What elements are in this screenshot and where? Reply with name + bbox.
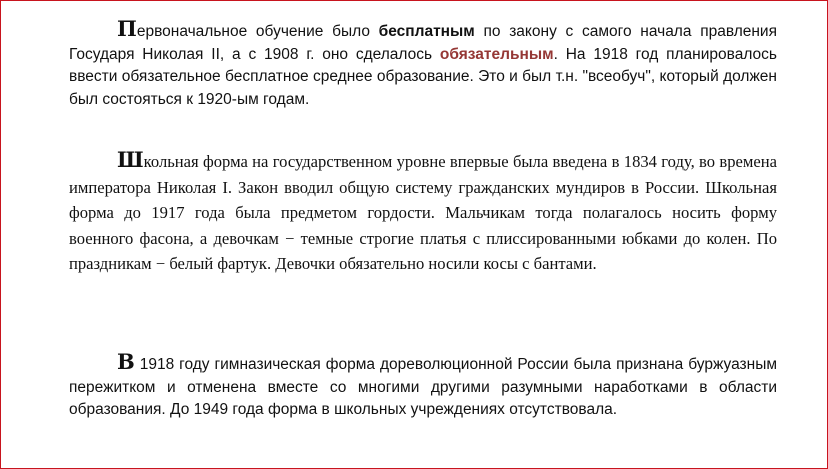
highlighted-term-mandatory: обязательным — [439, 45, 554, 63]
paragraph-text: . На 1918 год планировалось ввести обязательное бесплатное среднее образование. Это и был т.н. "всеобуч", который должен был состояться к 1920-ым годам. — [69, 45, 777, 108]
paragraph-uniform-abolished — [69, 351, 777, 422]
paragraph-text: 1918 году гимназическая форма дореволюционной России была признана буржуазным пережитком и отменена вместе со многими другими разумными наработками в области образования. До 1949 года форма в школьных учреждениях отсутствовала. — [69, 356, 777, 418]
paragraph-free-education — [69, 18, 777, 111]
bold-term-free: бесплатным — [378, 23, 475, 40]
paragraph-text: кольная форма на государственном уровне впервые была введена в 1834 году, во времена императора Николая I. Закон вводил общую систему гражданских мундиров в России. Школьная форма до 1917 года была предметом гордости. Мальчикам тогда полагалось носить форму военного фасона, а девочкам − темные строгие платья с плиссированными юбками до колен. По праздникам − белый фартук. Девочки обязательно носили косы с бантами. — [69, 152, 777, 273]
paragraph-text: по закону с самого начала правления Государя Николая II, а с 1908 г. оно сделалось — [69, 23, 777, 63]
drop-cap: В — [117, 349, 135, 374]
drop-cap: П — [117, 16, 137, 41]
paragraph-school-uniform — [69, 149, 777, 277]
drop-cap: Ш — [117, 147, 144, 172]
paragraph-text: ервоначальное обучение было — [136, 23, 379, 40]
